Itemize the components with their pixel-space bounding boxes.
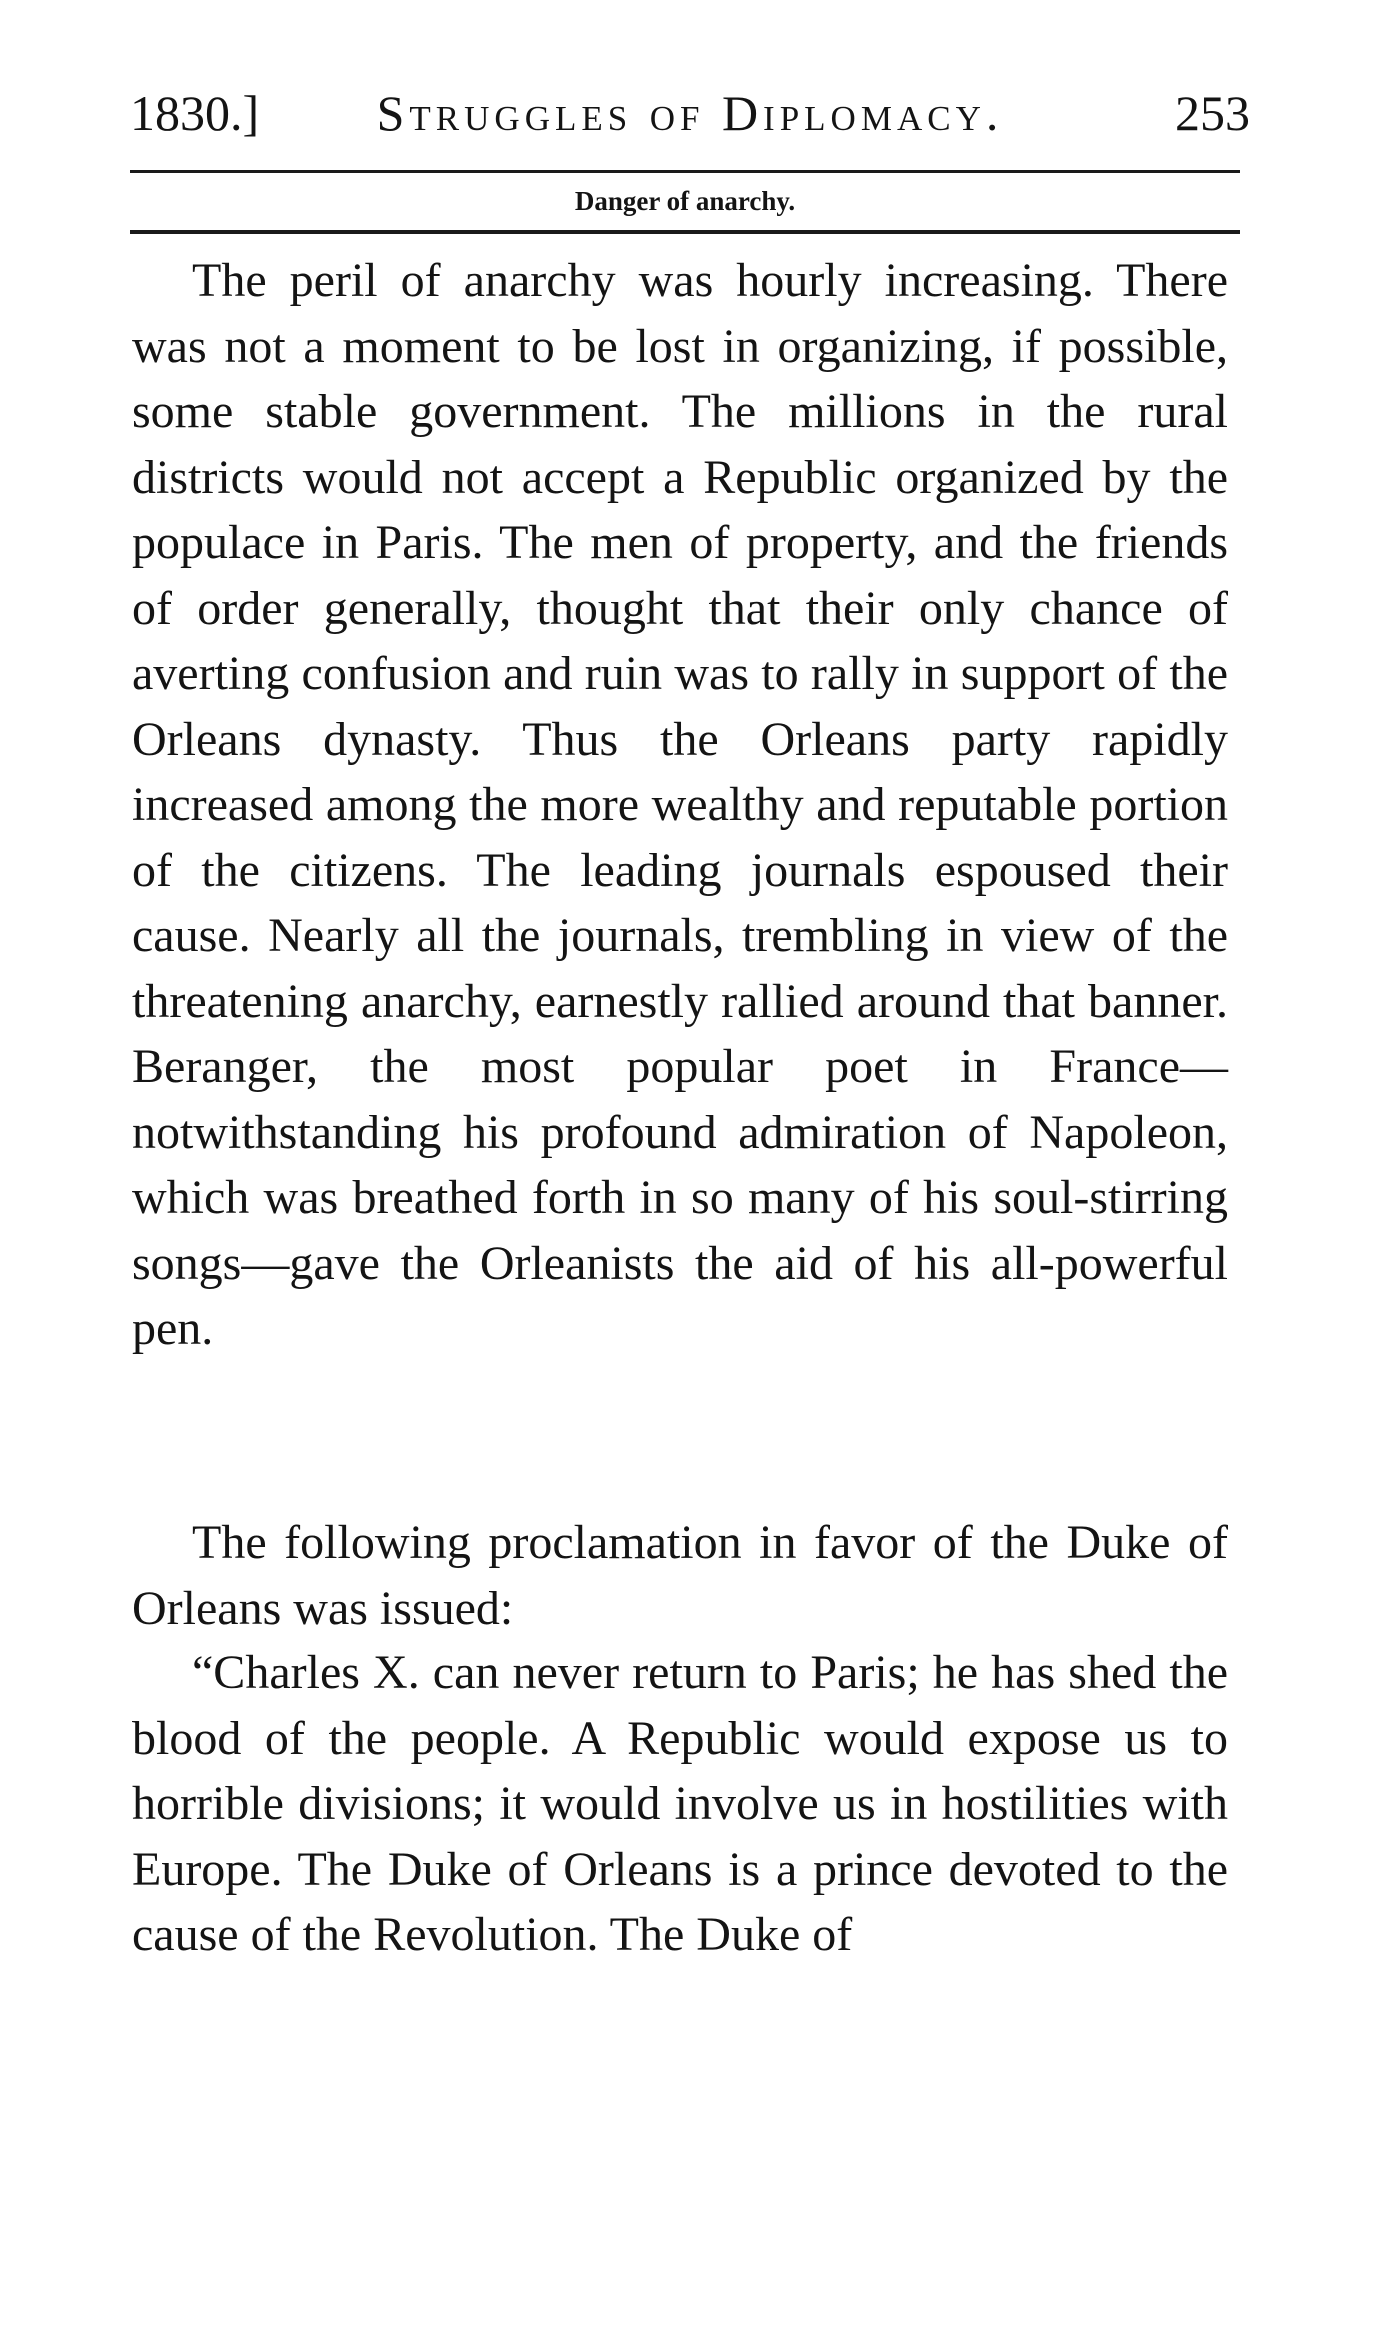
running-head-title: Struggles of Diplomacy. [376, 85, 1004, 141]
page-number: 253 [1175, 85, 1250, 141]
body-paragraph: The following proclamation in favor of the Duke of Orleans was issued: [132, 1516, 1228, 1635]
running-head [130, 78, 1250, 148]
header-rule-bottom [130, 230, 1240, 234]
running-head-year: 1830.] [130, 85, 260, 141]
body-paragraph: The peril of anarchy was hourly increasing. There was not a moment to be lost in organizing, if possible, some stable government. The millions in the rural districts would not accept a Republic organized by the populace in Paris. The men of property, and the friends of order generally, thought that their only chance of averting confusion and ruin was to rally in support of the Orleans dynasty. Thus the Orleans party rapidly increased among the more wealthy and reputable portion of the citizens. The leading journals espoused their cause. Nearly all the journals, trembling in view of the threatening anarchy, earnestly rallied around that banner. Beranger, the most popular poet in France—notwithstanding his profound admiration of Napoleon, which was breathed forth in so many of his soul-stirring songs—gave the Orleanists the aid of his all-powerful pen. [132, 254, 1228, 1355]
section-subheading: Danger of anarchy. [574, 186, 796, 216]
body-paragraph: “Charles X. can never return to Paris; he has shed the blood of the people. A Republic would expose us to horrible divisions; it would involve us in hostilities with Europe. The Duke of Orleans is a prince devoted to the cause of the Revolution. The Duke of [132, 1646, 1228, 1961]
header-rule-top [130, 170, 1240, 173]
